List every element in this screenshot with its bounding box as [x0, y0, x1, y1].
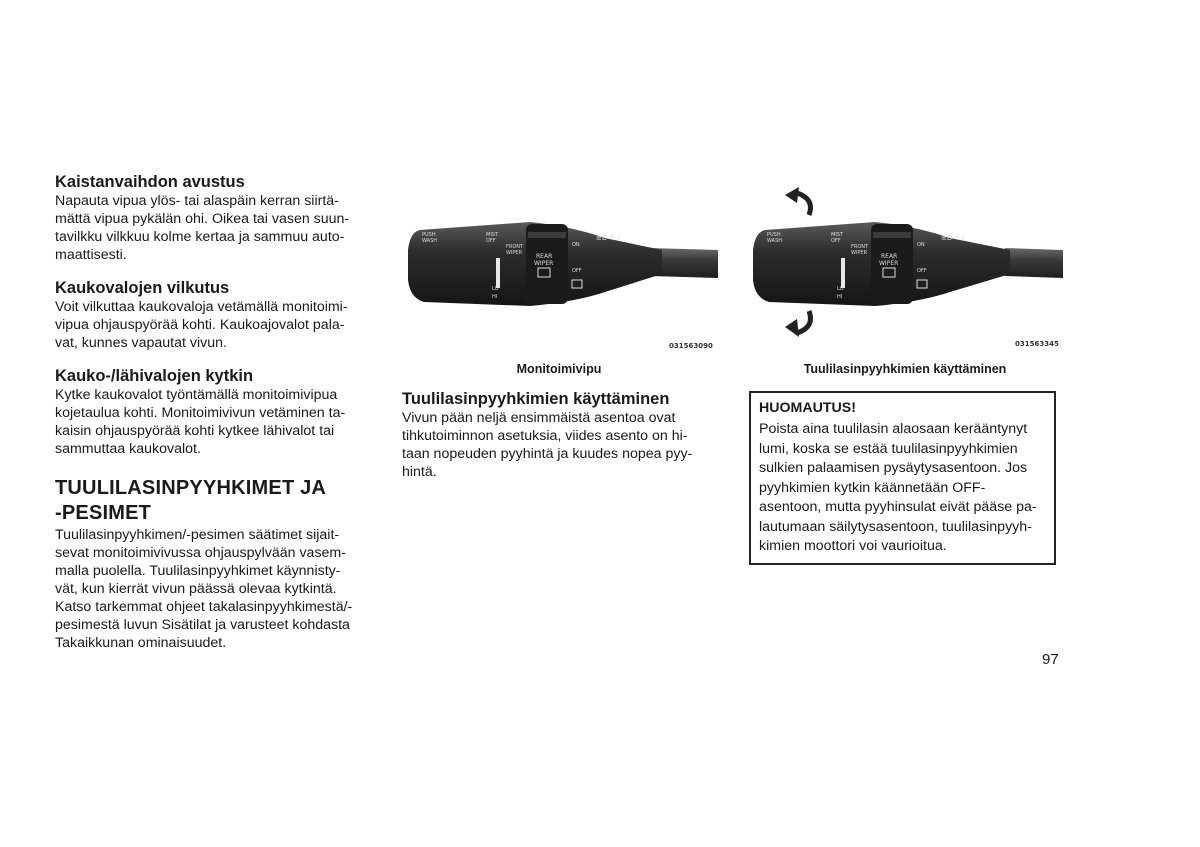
notice-line: Poista aina tuulilasin alaosaan kerääntynyt	[759, 421, 1028, 437]
wipers-line: malla puolella. Tuulilasinpyyhkimet käynnisty-	[55, 563, 341, 579]
lane-change-line: maattisesti.	[55, 247, 127, 263]
flash-line: vipua ohjauspyörää kohti. Kaukoajovalot pala-	[55, 317, 345, 333]
notice-line: lumi, koska se estää tuulilasinpyyhkimien	[759, 440, 1018, 457]
page-number: 97	[1042, 651, 1059, 668]
rear-wiper-label: WIPER	[534, 260, 554, 267]
wipers-line: vät, kun kierrät vivun päässä olevaa kytkintä.	[55, 581, 337, 597]
push-label: PUSH	[422, 232, 436, 238]
wipers-line: Katso tarkemmat ohjeet takalasinpyyhkimestä/-	[55, 599, 353, 615]
front-wiper-label: WIPER	[506, 250, 523, 256]
beam-switch-line: sammuttaa kaukovalot.	[55, 441, 201, 457]
rear-wiper-label: WIPER	[879, 260, 899, 267]
hi-label: HI	[837, 294, 843, 300]
beam-switch-section	[55, 366, 365, 458]
lane-change-line: Napauta vipua ylös- tai alaspäin kerran siirtä-	[55, 193, 339, 209]
multifunction-lever-figure	[400, 210, 720, 320]
section-title: TUULILASINPYYHKIMET JA	[55, 477, 327, 499]
wash-label: WASH	[767, 238, 783, 244]
hi-label: HI	[492, 294, 498, 300]
notice-line: kimien moottori voi vaurioitua.	[759, 538, 947, 554]
beam-switch-heading: Kauko-/lähivalojen kytkin	[55, 367, 254, 385]
notice-line: sulkien palaamisen pysäytysasentoon. Jos	[759, 460, 1028, 476]
wash-label: WASH	[422, 238, 438, 244]
figure-code-right: 031563345	[1015, 340, 1059, 348]
wipers-section	[55, 476, 365, 652]
middle-column	[402, 389, 714, 481]
lane-change-line: mättä vipua pykälän ohi. Oikea tai vasen suun-	[55, 211, 350, 227]
caption-wiper-operation: Tuulilasinpyyhkimien käyttäminen	[803, 362, 1007, 376]
wipers-line: sevat monitoimivivussa ohjauspylvään vasem-	[55, 545, 346, 561]
figure-code-left: 031563090	[669, 342, 713, 350]
lever-shaft	[1005, 248, 1063, 278]
wiper-use-line: taan nopeuden pyyhintä ja kuudes nopea pyy-	[402, 446, 693, 462]
beam-switch-line: kaisin ohjauspyörää kohti kytkee lähivalot tai	[55, 423, 335, 439]
rear-label: REAR	[536, 253, 553, 260]
notice-title: HUOMAUTUS!	[759, 400, 856, 416]
wipers-line: pesimestä luvun Sisätilat ja varusteet kohdasta	[55, 617, 350, 633]
off-label: OFF	[486, 238, 496, 244]
on-label: ON	[917, 242, 925, 248]
lane-change-section	[55, 172, 365, 264]
mist-label: MIST	[831, 232, 844, 238]
beam-switch-line: Kytke kaukovalot työntämällä monitoimivipua	[55, 387, 338, 403]
off2-label: OFF	[917, 268, 927, 274]
flash-section	[55, 278, 365, 352]
lo-label: LO	[492, 286, 499, 292]
lane-change-heading: Kaistanvaihdon avustus	[55, 173, 245, 191]
on-label: ON	[572, 242, 580, 248]
wiper-use-heading: Tuulilasinpyyhkimien käyttäminen	[402, 390, 670, 408]
wipers-line: Tuulilasinpyyhkimen/-pesimen säätimet sijait-	[55, 527, 340, 543]
caption-multifunction-lever: Monitoimivipu	[516, 362, 602, 376]
flash-line: Voit vilkuttaa kaukovaloja vetämällä monitoimi-	[55, 299, 348, 315]
lo-label: LO	[837, 286, 844, 292]
off-label: OFF	[831, 238, 841, 244]
notice-line: pyyhkimien kytkin käännetään OFF-	[759, 479, 986, 496]
off2-label: OFF	[572, 268, 582, 274]
rotate-up-arrow-icon	[797, 193, 811, 215]
flash-line: vat, kunnes vapautat vivun.	[55, 335, 227, 351]
wiper-use-line: hintä.	[402, 464, 437, 480]
beam-switch-line: kojetaulua kohti. Monitoimivivun vetäminen ta-	[55, 405, 346, 421]
notice-line: asentoon, mutta pyyhinsulat eivät pääse pa-	[759, 499, 1037, 515]
wipers-line: Takaikkunan ominaisuudet.	[55, 635, 227, 651]
front-label: FRONT	[851, 244, 869, 250]
mist-label: MIST	[486, 232, 499, 238]
lane-change-line: tavilkku vilkkuu kolme kertaa ja sammuu auto-	[55, 229, 345, 245]
left-column	[55, 172, 365, 652]
notice-line: lautumaan säilytysasentoon, tuulilasinpyyh-	[759, 518, 1032, 535]
wiper-use-line: Vivun pään neljä ensimmäistä asentoa ovat	[402, 410, 676, 426]
wiper-use-line: tihkutoiminnon asetuksia, viides asento on hi-	[402, 428, 688, 444]
push-label: PUSH	[767, 232, 781, 238]
rotate-down-arrow-icon	[797, 311, 811, 333]
rear-label: REAR	[881, 253, 898, 260]
front-label: FRONT	[506, 244, 524, 250]
wiper-operation-figure	[745, 185, 1065, 340]
beam-arrows-icon: ≡D ↑↓	[941, 234, 967, 242]
beam-arrows-icon: ≡D ↑↓	[596, 234, 622, 242]
notice-box	[749, 391, 1056, 565]
flash-heading: Kaukovalojen vilkutus	[55, 279, 230, 297]
front-wiper-label: WIPER	[851, 250, 868, 256]
section-title-continued: -PESIMET	[55, 502, 152, 524]
